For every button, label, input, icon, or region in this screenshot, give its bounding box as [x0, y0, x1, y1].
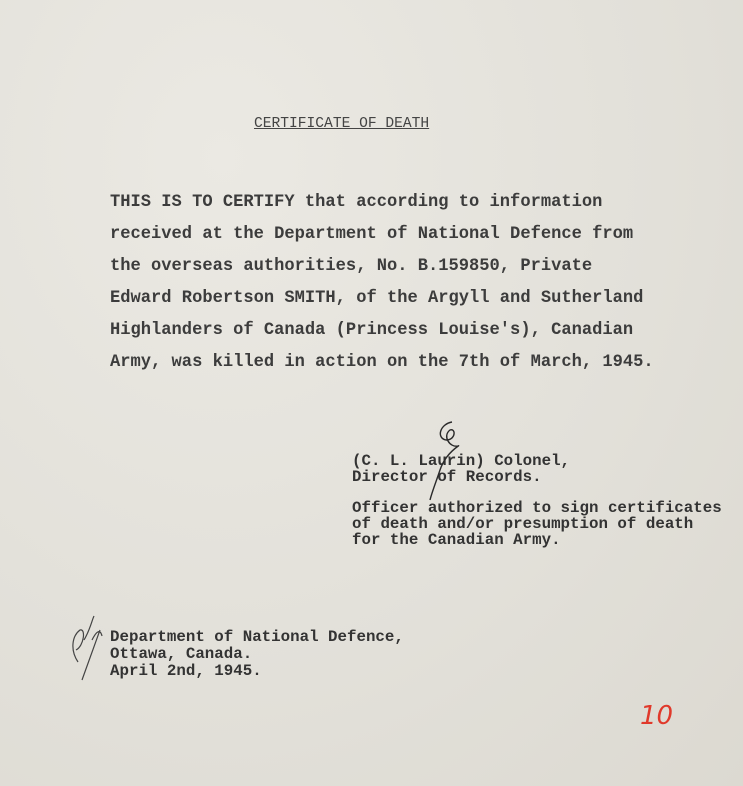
authority-line: of death and/or presumption of death: [352, 515, 694, 533]
authority-line: Officer authorized to sign certificates: [352, 499, 722, 517]
body-line: Highlanders of Canada (Princess Louise's), Canadian: [110, 321, 634, 340]
signatory-title: Director of Records.: [352, 468, 542, 486]
initials-mark: [73, 616, 102, 680]
body-line: THIS IS TO CERTIFY that according to information: [110, 193, 603, 212]
address-line: Ottawa, Canada.: [110, 645, 253, 663]
body-line: Edward Robertson SMITH, of the Argyll and Sutherland: [110, 289, 644, 308]
body-line: the overseas authorities, No. B.159850, Private: [110, 257, 593, 276]
authority-line: for the Canadian Army.: [352, 531, 561, 549]
page-number-handwritten: 10: [640, 701, 674, 731]
address-line: Department of National Defence,: [110, 628, 404, 646]
address-line: April 2nd, 1945.: [110, 662, 262, 680]
signature-scrawl: [430, 422, 459, 500]
signatory-name: (C. L. Laurin) Colonel,: [352, 452, 571, 470]
body-line: Army, was killed in action on the 7th of March, 1945.: [110, 353, 654, 372]
body-line: received at the Department of National Defence from: [110, 225, 634, 244]
certificate-title: CERTIFICATE OF DEATH: [254, 116, 430, 132]
